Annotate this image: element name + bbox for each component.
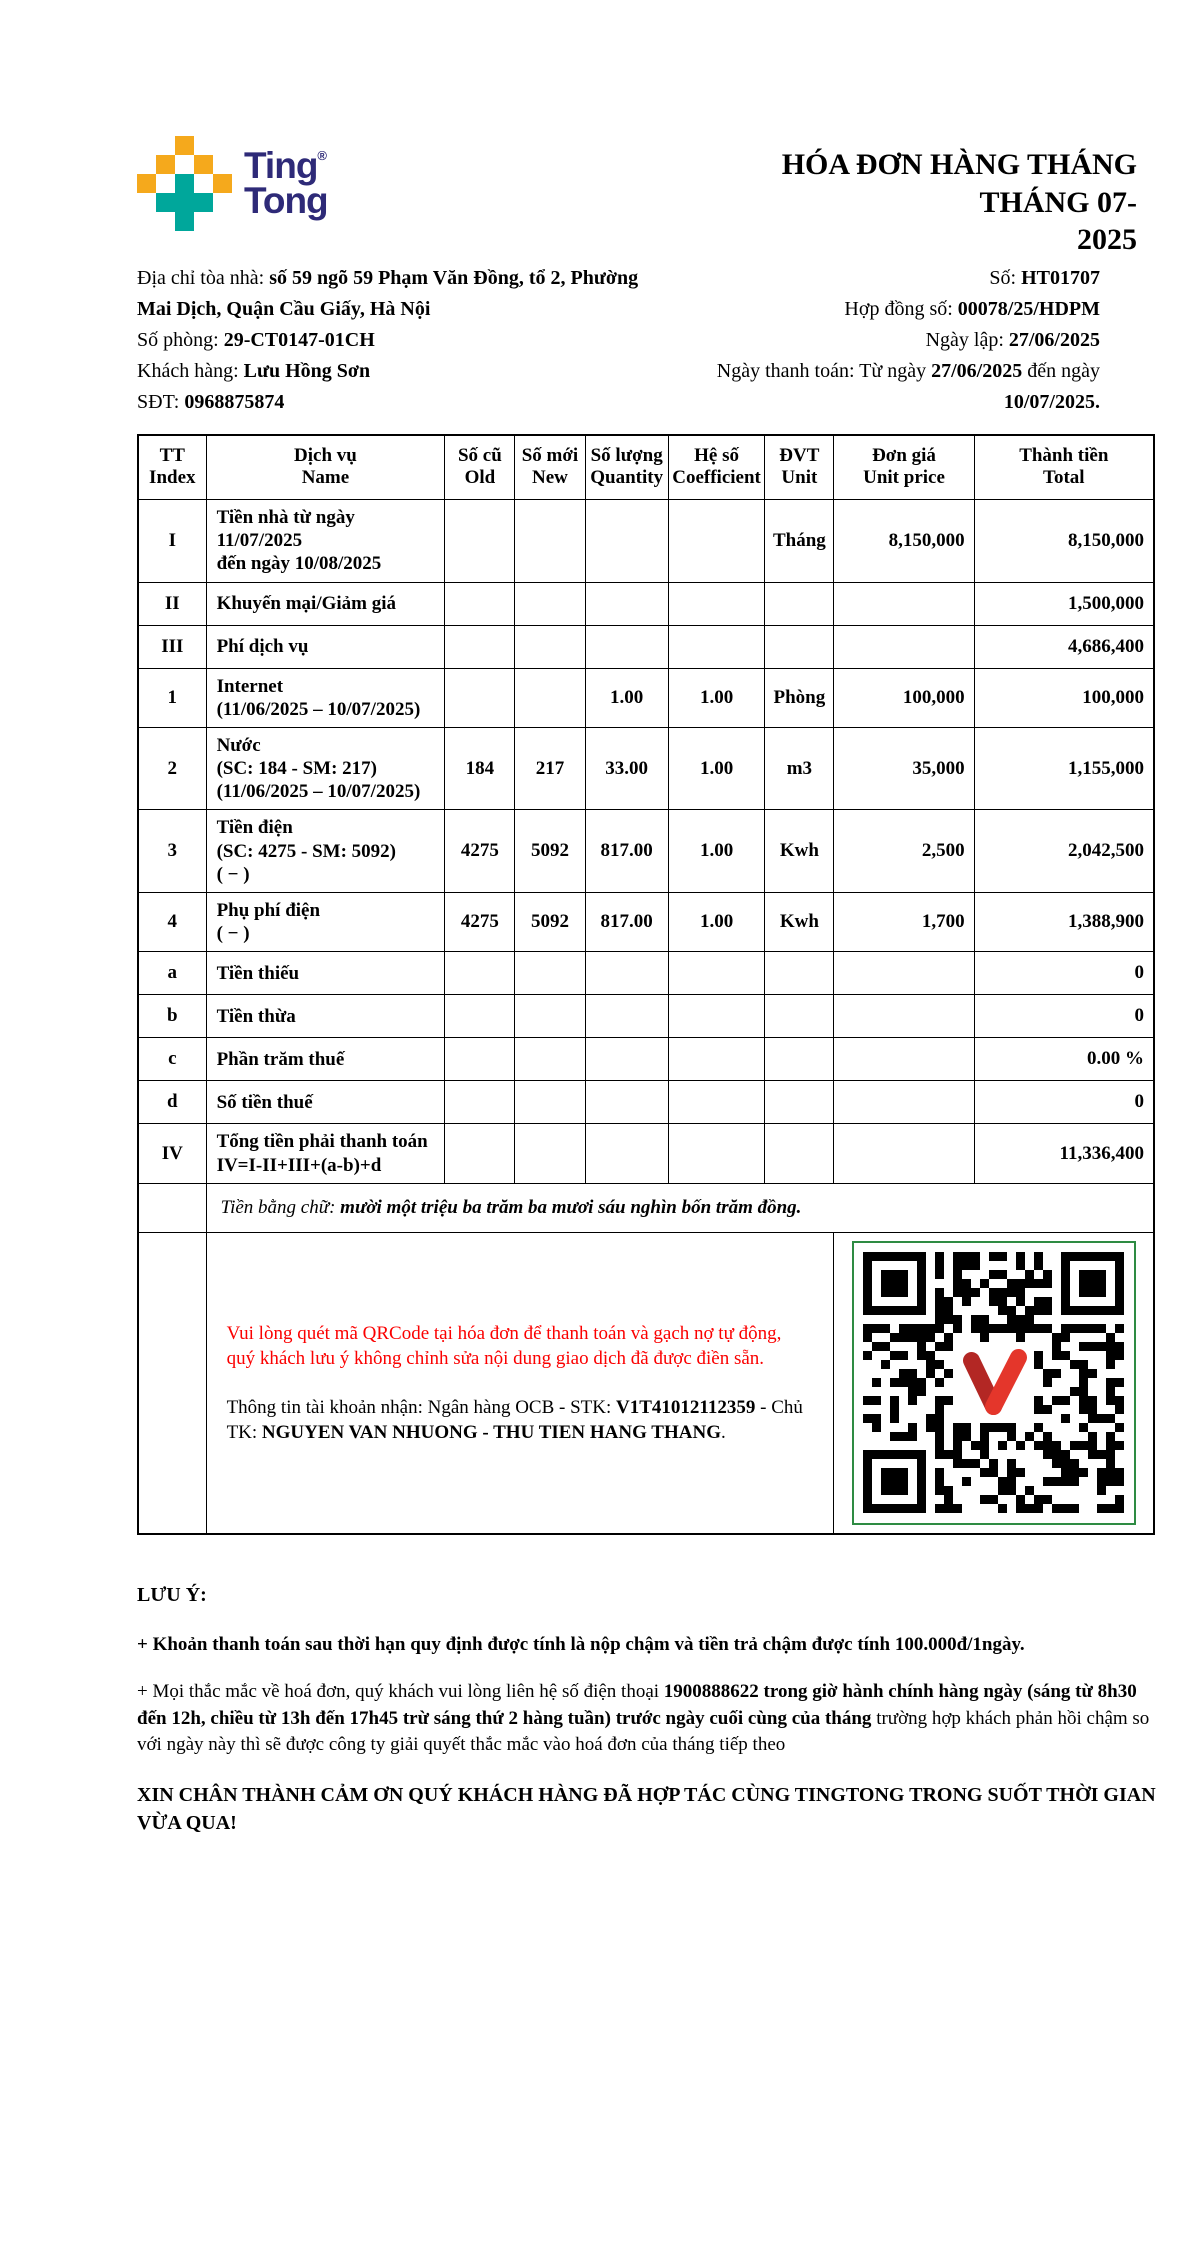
cell-total: 8,150,000 <box>974 500 1154 583</box>
tingtong-logo-icon <box>137 136 232 231</box>
cell-new-reading <box>515 500 585 583</box>
cell-new-reading <box>515 995 585 1038</box>
tingtong-logo <box>137 136 328 231</box>
bank-account-info: Thông tin tài khoản nhận: Ngân hàng OCB - STK: V1T41012112359 - Chủ TK: NGUYEN VAN NHUONG - THU TIEN HANG THANG. <box>226 1396 803 1443</box>
cell-service-name: Số tiền thuế <box>206 1081 445 1124</box>
qr-code-cell <box>834 1232 1154 1534</box>
cell-unit: Kwh <box>765 810 834 893</box>
tingtong-logo-text <box>244 145 328 221</box>
cell-index: 1 <box>138 668 206 727</box>
cell-service-name: Khuyến mại/Giảm giá <box>206 582 445 625</box>
col-header-name: Dịch vụ Name <box>206 435 445 500</box>
table-row <box>138 892 1154 951</box>
cell-quantity <box>585 1038 668 1081</box>
empty-cell <box>138 1232 206 1534</box>
cell-new-reading: 217 <box>515 727 585 810</box>
cell-coefficient <box>668 1081 765 1124</box>
cell-quantity <box>585 582 668 625</box>
cell-service-name: Internet (11/06/2025 – 10/07/2025) <box>206 668 445 727</box>
cell-unit: Kwh <box>765 892 834 951</box>
table-row <box>138 1038 1154 1081</box>
cell-old-reading: 4275 <box>445 892 515 951</box>
invoice-title <box>675 146 1155 259</box>
cell-old-reading <box>445 1038 515 1081</box>
notes-heading: LƯU Ý: <box>137 1584 207 1607</box>
cell-quantity <box>585 625 668 668</box>
cell-unit <box>765 995 834 1038</box>
cell-service-name: Tiền thừa <box>206 995 445 1038</box>
cell-service-name: Tổng tiền phải thanh toán IV=I-II+III+(a-b)+d <box>206 1124 445 1183</box>
table-header <box>138 435 1154 500</box>
table-row <box>138 995 1154 1038</box>
cell-old-reading <box>445 668 515 727</box>
cell-total: 4,686,400 <box>974 625 1154 668</box>
cell-unit-price <box>834 995 974 1038</box>
empty-cell <box>138 1183 206 1232</box>
table-row <box>138 582 1154 625</box>
registered-mark: ® <box>317 148 328 164</box>
cell-quantity: 33.00 <box>585 727 668 810</box>
cell-service-name: Phụ phí điện ( − ) <box>206 892 445 951</box>
qr-code-image <box>863 1252 1124 1513</box>
table-row <box>138 810 1154 893</box>
cell-unit-price: 1,700 <box>834 892 974 951</box>
cell-coefficient: 1.00 <box>668 892 765 951</box>
cell-total: 0 <box>974 1081 1154 1124</box>
cell-new-reading <box>515 952 585 995</box>
cell-total: 0 <box>974 952 1154 995</box>
cell-index: c <box>138 1038 206 1081</box>
col-header-old: Số cũ Old <box>445 435 515 500</box>
cell-total: 1,500,000 <box>974 582 1154 625</box>
cell-unit: m3 <box>765 727 834 810</box>
cell-service-name: Tiền thiếu <box>206 952 445 995</box>
cell-new-reading <box>515 582 585 625</box>
qr-row <box>138 1232 1154 1534</box>
cell-total: 100,000 <box>974 668 1154 727</box>
cell-unit <box>765 582 834 625</box>
invoice-title-line2: 2025 <box>1077 223 1137 256</box>
cell-old-reading <box>445 952 515 995</box>
cell-unit <box>765 625 834 668</box>
cell-old-reading <box>445 1124 515 1183</box>
cell-service-name: Phần trăm thuế <box>206 1038 445 1081</box>
cell-total: 1,155,000 <box>974 727 1154 810</box>
cell-unit-price <box>834 625 974 668</box>
account-holder: NGUYEN VAN NHUONG - THU TIEN HANG THANG <box>261 1422 721 1443</box>
cell-total: 2,042,500 <box>974 810 1154 893</box>
cell-unit <box>765 952 834 995</box>
payment-period: Ngày thanh toán: Từ ngày 27/06/2025 đến ngày 10/07/2025. <box>716 359 1100 413</box>
cell-old-reading: 184 <box>445 727 515 810</box>
logo-word-2: Tong <box>244 179 328 221</box>
cell-index: b <box>138 995 206 1038</box>
cell-unit-price: 35,000 <box>834 727 974 810</box>
cell-new-reading <box>515 625 585 668</box>
cell-coefficient <box>668 952 765 995</box>
cell-coefficient: 1.00 <box>668 810 765 893</box>
cell-index: 3 <box>138 810 206 893</box>
cell-unit-price: 100,000 <box>834 668 974 727</box>
cell-index: a <box>138 952 206 995</box>
cell-old-reading <box>445 500 515 583</box>
cell-coefficient <box>668 625 765 668</box>
hotline-number: 1900888622 trong giờ hành chính hàng ngày (sáng từ 8h30 đến 12h, chiều từ 13h đến 17h45 trừ sáng thứ 2 hàng tuần) <box>137 1680 1137 1729</box>
cell-coefficient <box>668 1124 765 1183</box>
cell-coefficient <box>668 500 765 583</box>
cell-unit-price: 8,150,000 <box>834 500 974 583</box>
cell-index: 4 <box>138 892 206 951</box>
customer-phone: SĐT: 0968875874 <box>137 390 285 413</box>
table-row <box>138 668 1154 727</box>
cell-index: I <box>138 500 206 583</box>
cell-quantity: 1.00 <box>585 668 668 727</box>
cell-unit-price <box>834 1124 974 1183</box>
customer-name: Khách hàng: Lưu Hồng Sơn <box>137 359 371 382</box>
cell-unit <box>765 1124 834 1183</box>
payment-qr-code <box>852 1241 1136 1525</box>
cell-quantity <box>585 1081 668 1124</box>
cell-coefficient <box>668 995 765 1038</box>
table-row <box>138 952 1154 995</box>
cell-unit-price <box>834 582 974 625</box>
cell-unit: Tháng <box>765 500 834 583</box>
cell-coefficient: 1.00 <box>668 727 765 810</box>
cell-total: 0.00 % <box>974 1038 1154 1081</box>
cell-quantity: 817.00 <box>585 892 668 951</box>
invoice-info-right <box>652 263 1155 418</box>
col-header-total: Thành tiền Total <box>974 435 1154 500</box>
table-row <box>138 727 1154 810</box>
invoice-number: Số: HT01707 <box>989 266 1100 289</box>
invoice-title-line1: HÓA ĐƠN HÀNG THÁNG THÁNG 07- <box>781 148 1137 219</box>
account-number: V1T41012112359 <box>616 1396 756 1418</box>
amount-in-words: Tiền bằng chữ: mười một triệu ba trăm ba mươi sáu nghìn bốn trăm đồng. <box>206 1183 1154 1232</box>
cell-old-reading <box>445 1081 515 1124</box>
cell-coefficient <box>668 582 765 625</box>
cell-old-reading <box>445 625 515 668</box>
cell-service-name: Nước (SC: 184 - SM: 217) (11/06/2025 – 10/07/2025) <box>206 727 445 810</box>
table-row <box>138 500 1154 583</box>
cell-old-reading <box>445 582 515 625</box>
cell-unit-price: 2,500 <box>834 810 974 893</box>
cell-service-name: Tiền điện (SC: 4275 - SM: 5092) ( − ) <box>206 810 445 893</box>
cell-old-reading: 4275 <box>445 810 515 893</box>
amount-in-words-row <box>138 1183 1154 1232</box>
hotline-note: + Mọi thắc mắc về hoá đơn, quý khách vui lòng liên hệ số điện thoại 1900888622 trong giờ hành chính hàng ngày (sáng từ 8h30 đến 12h, chiều từ 13h đến 17h45 trừ sáng thứ 2 hàng tuần) trước ngày cuối cùng của tháng trường hợp khách phản hồi chậm so với ngày này thì sẽ được công ty giải quyết thắc mắc vào hoá đơn của tháng tiếp theo <box>137 1680 1150 1756</box>
cell-total: 1,388,900 <box>974 892 1154 951</box>
cell-quantity: 817.00 <box>585 810 668 893</box>
cell-total: 11,336,400 <box>974 1124 1154 1183</box>
contract-number: Hợp đồng số: 00078/25/HDPM <box>844 297 1100 320</box>
invoice-table <box>137 434 1155 1536</box>
cell-quantity <box>585 1124 668 1183</box>
logo-word-1: Ting <box>244 145 318 187</box>
col-header-quantity: Số lượng Quantity <box>585 435 668 500</box>
cell-unit <box>765 1081 834 1124</box>
cell-service-name: Tiền nhà từ ngày 11/07/2025 đến ngày 10/08/2025 <box>206 500 445 583</box>
col-header-coefficient: Hệ số Coefficient <box>668 435 765 500</box>
table-footer-rows <box>138 1183 1154 1534</box>
cell-unit-price <box>834 1081 974 1124</box>
qr-warning-text: Vui lòng quét mã QRCode tại hóa đơn để thanh toán và gạch nợ tự động, quý khách lưu ý không chỉnh sửa nội dung giao dịch đã được điền sẵn. <box>226 1322 782 1369</box>
col-header-index: TT Index <box>138 435 206 500</box>
cell-coefficient <box>668 1038 765 1081</box>
col-header-unit-price: Đơn giá Unit price <box>834 435 974 500</box>
cell-quantity <box>585 500 668 583</box>
late-payment-note: + Khoản thanh toán sau thời hạn quy định được tính là nộp chậm và tiền trả chậm được tính 100.000đ/1ngày. <box>137 1633 1025 1655</box>
room-number: Số phòng: 29-CT0147-01CH <box>137 328 375 351</box>
cell-unit: Phòng <box>765 668 834 727</box>
table-row <box>138 1124 1154 1183</box>
cell-index: 2 <box>138 727 206 810</box>
cell-quantity <box>585 952 668 995</box>
cell-service-name: Phí dịch vụ <box>206 625 445 668</box>
cell-new-reading <box>515 1038 585 1081</box>
cell-new-reading <box>515 1081 585 1124</box>
cell-unit-price <box>834 952 974 995</box>
cell-index: IV <box>138 1124 206 1183</box>
issue-date: Ngày lập: 27/06/2025 <box>925 328 1100 351</box>
col-header-new: Số mới New <box>515 435 585 500</box>
table-row <box>138 625 1154 668</box>
cell-index: d <box>138 1081 206 1124</box>
cell-index: II <box>138 582 206 625</box>
cell-old-reading <box>445 995 515 1038</box>
building-address: Địa chỉ tòa nhà: số 59 ngõ 59 Phạm Văn Đồng, tổ 2, Phường Mai Dịch, Quận Cầu Giấy, Hà Nội <box>137 266 639 320</box>
cell-index: III <box>138 625 206 668</box>
thank-you-message: XIN CHÂN THÀNH CẢM ƠN QUÝ KHÁCH HÀNG ĐÃ HỢP TÁC CÙNG TINGTONG TRONG SUỐT THỜI GIAN VỪA QUA! <box>137 1784 1156 1835</box>
cell-coefficient: 1.00 <box>668 668 765 727</box>
cell-new-reading <box>515 1124 585 1183</box>
payment-instructions <box>206 1232 834 1534</box>
cell-total: 0 <box>974 995 1154 1038</box>
cell-unit-price <box>834 1038 974 1081</box>
invoice-info <box>137 263 1155 418</box>
col-header-unit: ĐVT Unit <box>765 435 834 500</box>
invoice-info-left <box>137 263 652 418</box>
table-row <box>138 1081 1154 1124</box>
cell-new-reading: 5092 <box>515 810 585 893</box>
header <box>137 136 1155 259</box>
footer-notes <box>137 1581 1157 1837</box>
cell-quantity <box>585 995 668 1038</box>
cell-new-reading <box>515 668 585 727</box>
cell-new-reading: 5092 <box>515 892 585 951</box>
cell-unit <box>765 1038 834 1081</box>
table-body <box>138 500 1154 1184</box>
